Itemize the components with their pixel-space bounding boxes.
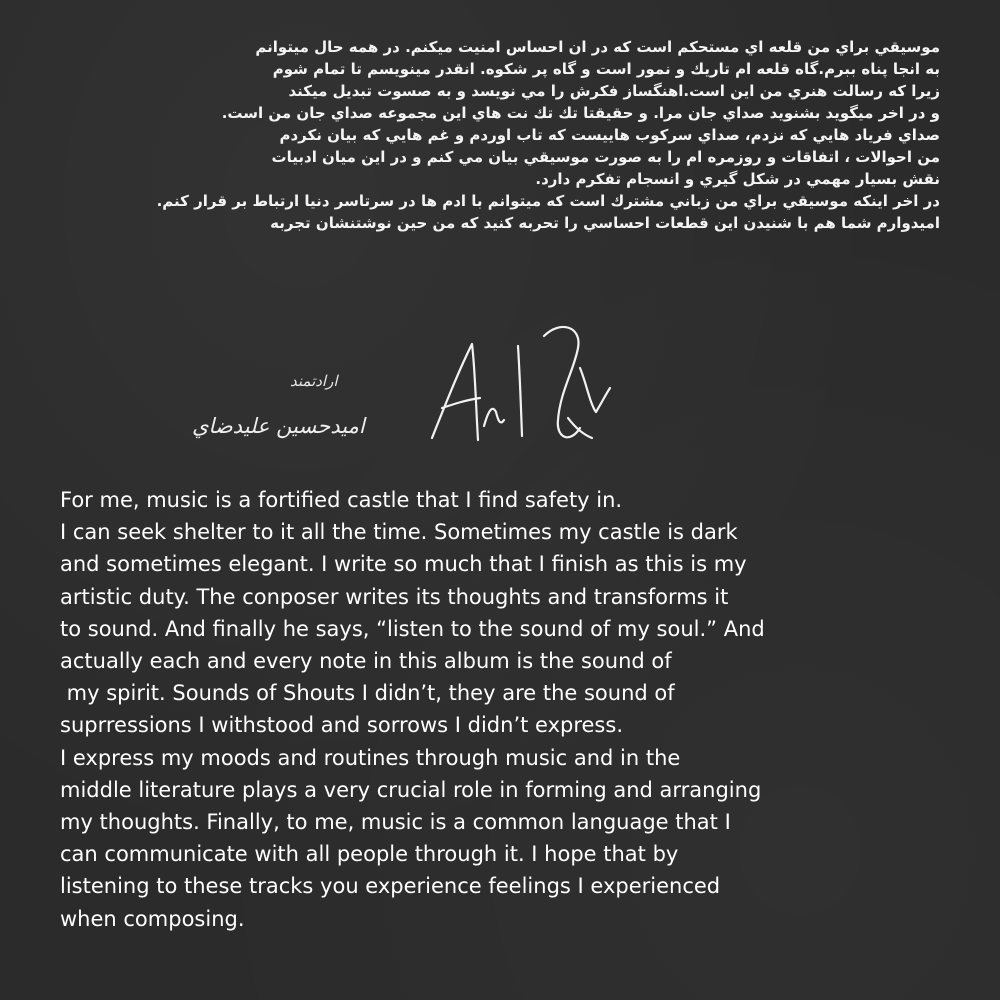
english-line: my spirit. Sounds of Shouts I didn’t, they are the sound of	[60, 681, 675, 706]
persian-line: و در اخر ميگويد بشنويد صداي جان مرا. و حقيقتا تك تك نت هاي اين مجموعه صداي جان من است.	[221, 104, 940, 122]
persian-line: در اخر اينكه موسيقي براي من زباني مشترك است كه ميتوانم با ادم ها در سرتاسر دنيا ارتباط بر قرار كنم.	[156, 192, 940, 210]
persian-line: زيرا كه رسالت هنري من اين است.اهنگساز فكرش را مي نويسد و به صسوت تبديل ميكند	[288, 82, 940, 100]
english-line: I can seek shelter to it all the time. Sometimes my castle is dark	[60, 520, 738, 545]
english-line: can communicate with all people through it. I hope that by	[60, 842, 679, 867]
english-line: my thoughts. Finally, to me, music is a common language that I	[60, 810, 731, 835]
english-line: For me, music is a fortified castle that I find safety in.	[60, 488, 623, 512]
persian-line: صداي فرياد هايي كه نزدم، صداي سركوب هاييست كه تاب اوردم و غم هايي كه بيان نكردم	[279, 126, 940, 144]
english-line: suprressions I withstood and sorrows I didn’t express.	[60, 713, 623, 738]
english-line: to sound. And finally he says, “listen to the sound of my soul.” And	[60, 616, 765, 641]
english-line: actually each and every note in this album is the sound of	[60, 649, 672, 674]
persian-line: اميدوارم شما هم با شنيدن اين قطعات احساسي را تحربه كنيد كه من حين نوشتنشان تجربه	[270, 214, 940, 232]
signature-caption-sincerely: ارادتمند	[290, 372, 338, 390]
english-line: middle literature plays a very crucial role in forming and arranging	[60, 777, 762, 802]
english-line: and sometimes elegant. I write so much that I finish as this is my	[60, 552, 747, 577]
english-line: I express my moods and routines through music and in the	[60, 745, 681, 770]
english-text-block	[60, 484, 960, 935]
persian-line: نقش بسيار مهمي در شكل گيري و انسجام تفكرم دارد.	[535, 170, 940, 188]
persian-line: من احوالات ، اتفاقات و روزمره ام را به صورت موسيقي بيان مي كنم و در اين ميان ادبيات	[271, 148, 940, 166]
english-line: when composing.	[60, 906, 245, 931]
english-line: artistic duty. The conposer writes its thoughts and transforms it	[60, 584, 729, 609]
handwritten-signature	[420, 308, 620, 468]
persian-text-block	[60, 36, 940, 234]
signature-block	[170, 308, 640, 468]
persian-line: موسيقي براي من قلعه اي مستحكم است كه در ان احساس امنيت ميكنم. در همه حال ميتوانم	[255, 38, 940, 56]
english-line: listening to these tracks you experience feelings I experienced	[60, 874, 721, 899]
signature-caption-name: اميدحسين عليدضاي	[192, 414, 365, 438]
persian-line: به انجا پناه ببرم.گاه قلعه ام تاريك و نمور است و گاه پر شكوه. انقدر مينويسم تا تمام شوم	[272, 60, 940, 78]
